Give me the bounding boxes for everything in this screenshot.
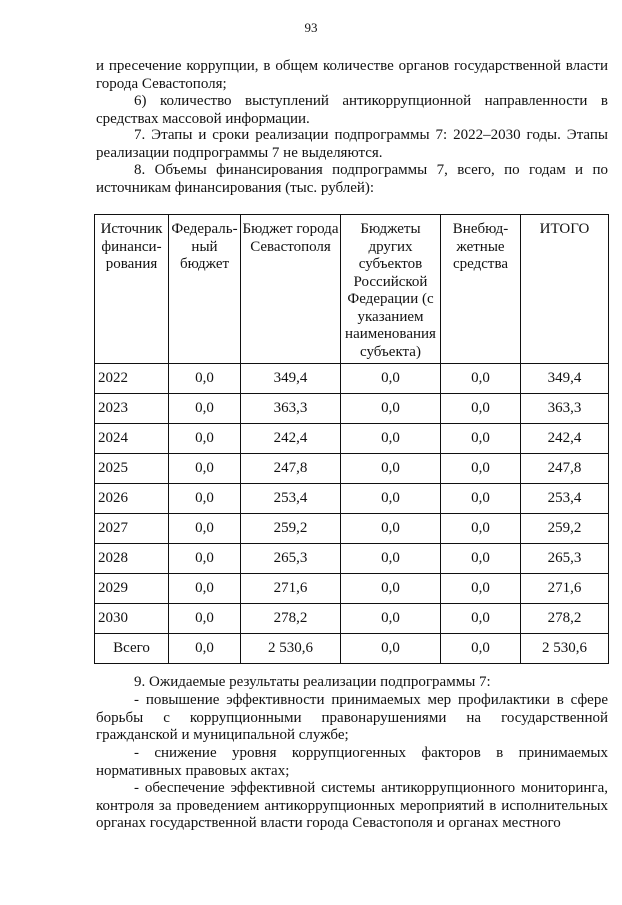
cell-year: 2027 [95,514,169,544]
cell-other-subjects: 0,0 [341,604,441,634]
cell-city: 247,8 [241,454,341,484]
cell-total: 247,8 [521,454,609,484]
cell-extrabudgetary: 0,0 [441,544,521,574]
paragraph-result-monitoring: - обеспечение эффективной системы антикоррупционного мониторинга, контроля за проведением антикоррупционных мероприятий в исполнительных органах государственной власти города Севастополя и органах местного [96,780,608,831]
cell-other-subjects: 0,0 [341,484,441,514]
table-row [95,514,609,544]
cell-federal: 0,0 [169,484,241,514]
cell-total: 259,2 [521,514,609,544]
paragraph-result-corruptogenic-factors: - снижение уровня коррупциогенных факторов в принимаемых нормативных правовых актах; [96,745,608,779]
table-row [95,454,609,484]
cell-other-subjects: 0,0 [341,514,441,544]
cell-extrabudgetary: 0,0 [441,514,521,544]
cell-federal: 0,0 [169,394,241,424]
cell-federal: 0,0 [169,424,241,454]
financing-table [94,214,609,664]
header-source: Источник финанси-рования [95,215,169,364]
cell-city: 259,2 [241,514,341,544]
cell-extrabudgetary: 0,0 [441,454,521,484]
cell-federal: 0,0 [169,364,241,394]
paragraph-financing-volumes: 8. Объемы финансирования подпрограммы 7, всего, по годам и по источникам финансирования (тыс. рублей): [96,162,608,196]
cell-total-label: Всего [95,634,169,664]
cell-total: 363,3 [521,394,609,424]
cell-year: 2026 [95,484,169,514]
table-row [95,604,609,634]
cell-federal: 0,0 [169,574,241,604]
cell-federal: 0,0 [169,604,241,634]
cell-city: 271,6 [241,574,341,604]
header-extrabudgetary: Внебюд-жетные средства [441,215,521,364]
paragraph-media-appearances: 6) количество выступлений антикоррупционной направленности в средствах массовой информации. [96,93,608,127]
cell-year: 2029 [95,574,169,604]
cell-other-subjects: 0,0 [341,574,441,604]
cell-other-subjects: 0,0 [341,634,441,664]
cell-total: 253,4 [521,484,609,514]
paragraph-corruption-suppression: и пресечение коррупции, в общем количестве органов государственной власти города Севастополя; [96,58,608,92]
cell-other-subjects: 0,0 [341,544,441,574]
cell-city: 349,4 [241,364,341,394]
cell-total: 271,6 [521,574,609,604]
cell-total: 265,3 [521,544,609,574]
cell-city: 253,4 [241,484,341,514]
cell-other-subjects: 0,0 [341,364,441,394]
paragraph-stages-terms: 7. Этапы и сроки реализации подпрограммы 7: 2022–2030 годы. Этапы реализации подпрограммы 7 не выделяются. [96,127,608,161]
cell-federal: 0,0 [169,544,241,574]
table-row [95,484,609,514]
cell-extrabudgetary: 0,0 [441,424,521,454]
cell-other-subjects: 0,0 [341,394,441,424]
cell-extrabudgetary: 0,0 [441,574,521,604]
cell-city: 278,2 [241,604,341,634]
table-row [95,544,609,574]
cell-extrabudgetary: 0,0 [441,484,521,514]
cell-total: 278,2 [521,604,609,634]
cell-city: 242,4 [241,424,341,454]
page-number: 93 [304,20,318,35]
cell-federal: 0,0 [169,514,241,544]
cell-year: 2024 [95,424,169,454]
paragraph-expected-results: 9. Ожидаемые результаты реализации подпрограммы 7: [134,674,491,690]
cell-city: 363,3 [241,394,341,424]
cell-year: 2023 [95,394,169,424]
cell-year: 2028 [95,544,169,574]
cell-year: 2030 [95,604,169,634]
cell-total: 2 530,6 [521,634,609,664]
cell-extrabudgetary: 0,0 [441,634,521,664]
cell-city: 2 530,6 [241,634,341,664]
cell-year: 2025 [95,454,169,484]
cell-total: 349,4 [521,364,609,394]
table-header-row [95,215,609,364]
table-row [95,364,609,394]
table-row [95,394,609,424]
cell-other-subjects: 0,0 [341,454,441,484]
table-row [95,424,609,454]
cell-city: 265,3 [241,544,341,574]
header-federal-budget: Федераль-ный бюджет [169,215,241,364]
table-row [95,574,609,604]
cell-year: 2022 [95,364,169,394]
header-total: ИТОГО [521,215,609,364]
cell-federal: 0,0 [169,634,241,664]
header-city-budget: Бюджет города Севастополя [241,215,341,364]
cell-federal: 0,0 [169,454,241,484]
header-other-subjects-budget: Бюджеты других субъектов Российской Федерации (с указанием наименования субъекта) [341,215,441,364]
cell-other-subjects: 0,0 [341,424,441,454]
table-row-total [95,634,609,664]
cell-total: 242,4 [521,424,609,454]
cell-extrabudgetary: 0,0 [441,604,521,634]
cell-extrabudgetary: 0,0 [441,364,521,394]
cell-extrabudgetary: 0,0 [441,394,521,424]
paragraph-result-prevention: - повышение эффективности принимаемых мер профилактики в сфере борьбы с коррупционными правонарушениями на государственной гражданской и муниципальной службе; [96,692,608,743]
